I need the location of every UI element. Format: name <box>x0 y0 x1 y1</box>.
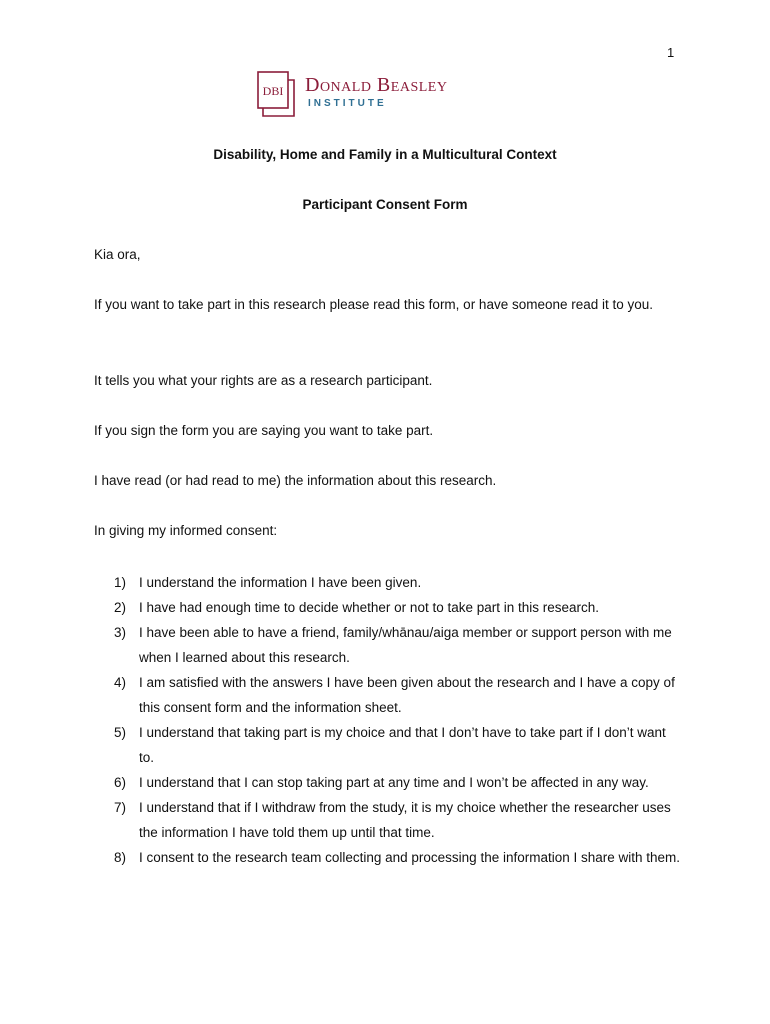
form-title: Participant Consent Form <box>302 197 468 212</box>
dbi-logo-mark <box>257 71 295 117</box>
sign-paragraph: If you sign the form you are saying you want to take part. <box>94 423 434 438</box>
page-number: 1 <box>667 45 675 60</box>
consent-item-text: I understand the information I have been given. <box>139 575 422 590</box>
consent-item <box>94 620 684 670</box>
consent-item-number: 8) <box>114 850 127 865</box>
consent-item-text: I consent to the research team collecting and processing the information I share with them. <box>139 850 681 865</box>
consent-item-number: 7) <box>114 800 127 815</box>
consent-item-text: I understand that if I withdraw from the study, it is my choice whether the researcher uses the information I have told them up until that time. <box>139 800 671 840</box>
consent-item-text: I have had enough time to decide whether or not to take part in this research. <box>139 600 600 615</box>
consent-item <box>94 845 684 870</box>
consent-item-text: I am satisfied with the answers I have been given about the research and I have a copy of this consent form and the information sheet. <box>139 675 675 715</box>
consent-item-number: 1) <box>114 575 127 590</box>
donald-beasley-institute-logo <box>257 71 497 119</box>
read-paragraph: I have read (or had read to me) the information about this research. <box>94 473 497 488</box>
consent-item <box>94 770 684 795</box>
consent-item-number: 5) <box>114 725 127 740</box>
document-title: Disability, Home and Family in a Multicultural Context <box>213 147 557 162</box>
consent-item-number: 3) <box>114 625 127 640</box>
consent-item-number: 4) <box>114 675 127 690</box>
consent-item-text: I understand that taking part is my choice and that I don’t have to take part if I don’t want to. <box>139 725 666 765</box>
consent-item <box>94 720 684 770</box>
consent-item <box>94 795 684 845</box>
consent-item <box>94 670 684 720</box>
logo-name: Donald Beasley <box>305 74 448 96</box>
consent-item-number: 6) <box>114 775 127 790</box>
intro-paragraph: If you want to take part in this research please read this form, or have someone read it to you. <box>94 297 654 312</box>
consent-item <box>94 570 684 595</box>
logo-subtitle: INSTITUTE <box>308 98 387 109</box>
consent-list <box>94 570 684 870</box>
consent-item <box>94 595 684 620</box>
greeting: Kia ora, <box>94 247 141 262</box>
consent-intro: In giving my informed consent: <box>94 523 278 538</box>
rights-paragraph: It tells you what your rights are as a research participant. <box>94 373 433 388</box>
consent-item-number: 2) <box>114 600 127 615</box>
svg-text:DBI: DBI <box>262 84 284 98</box>
consent-item-text: I understand that I can stop taking part at any time and I won’t be affected in any way. <box>139 775 649 790</box>
consent-item-text: I have been able to have a friend, family/whānau/aiga member or support person with me when I learned about this research. <box>139 625 672 665</box>
